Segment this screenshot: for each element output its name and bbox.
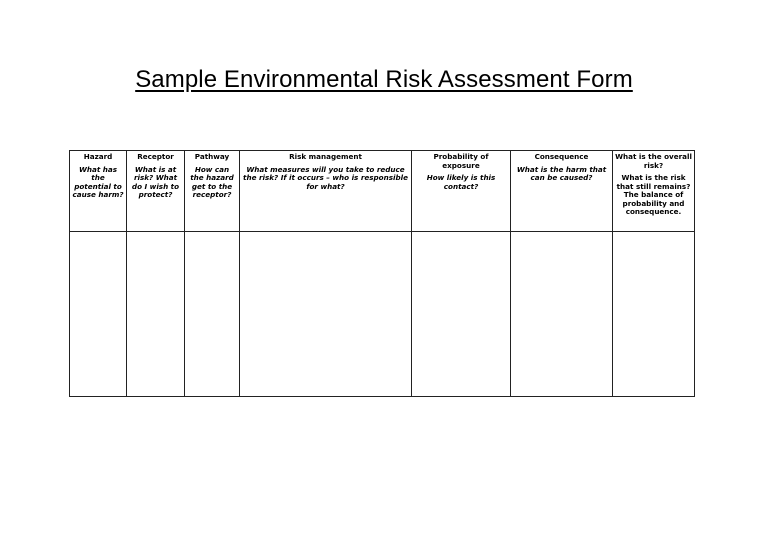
entry-cell-risk-management[interactable] <box>240 232 412 397</box>
entry-cell-receptor[interactable] <box>127 232 185 397</box>
column-overall-risk <box>613 151 695 232</box>
column-probability <box>412 151 511 232</box>
column-question: What measures will you take to reduce the risk? If it occurs – who is responsible for what? <box>243 164 408 191</box>
column-header: Consequence <box>534 152 589 161</box>
column-receptor <box>127 151 185 232</box>
column-hazard <box>70 151 127 232</box>
entry-cell-overall-risk[interactable] <box>613 232 695 397</box>
column-header: Risk management <box>289 152 362 161</box>
entry-cell-pathway[interactable] <box>185 232 240 397</box>
column-header: Probability of exposure <box>433 152 489 170</box>
entry-cell-consequence[interactable] <box>511 232 613 397</box>
column-question: What has the potential to cause harm? <box>72 164 124 199</box>
column-question: How can the hazard get to the receptor? <box>190 164 234 199</box>
header-row <box>70 151 695 232</box>
entry-cell-hazard[interactable] <box>70 232 127 397</box>
page-title: Sample Environmental Risk Assessment Form <box>135 66 633 93</box>
column-header: Receptor <box>137 152 174 161</box>
entry-row <box>70 232 695 397</box>
risk-assessment-table <box>69 150 695 397</box>
column-consequence <box>511 151 613 232</box>
column-question: How likely is this contact? <box>426 173 496 191</box>
column-header: Pathway <box>194 152 230 161</box>
column-pathway <box>185 151 240 232</box>
column-header: Hazard <box>83 152 113 161</box>
column-question: What is the risk that still remains? The balance of probability and consequence. <box>616 173 691 216</box>
column-question: What is the harm that can be caused? <box>516 164 607 182</box>
column-risk-management <box>240 151 412 232</box>
column-question: What is at risk? What do I wish to protect? <box>131 164 180 199</box>
entry-cell-probability[interactable] <box>412 232 511 397</box>
column-header: What is the overall risk? <box>615 152 692 170</box>
